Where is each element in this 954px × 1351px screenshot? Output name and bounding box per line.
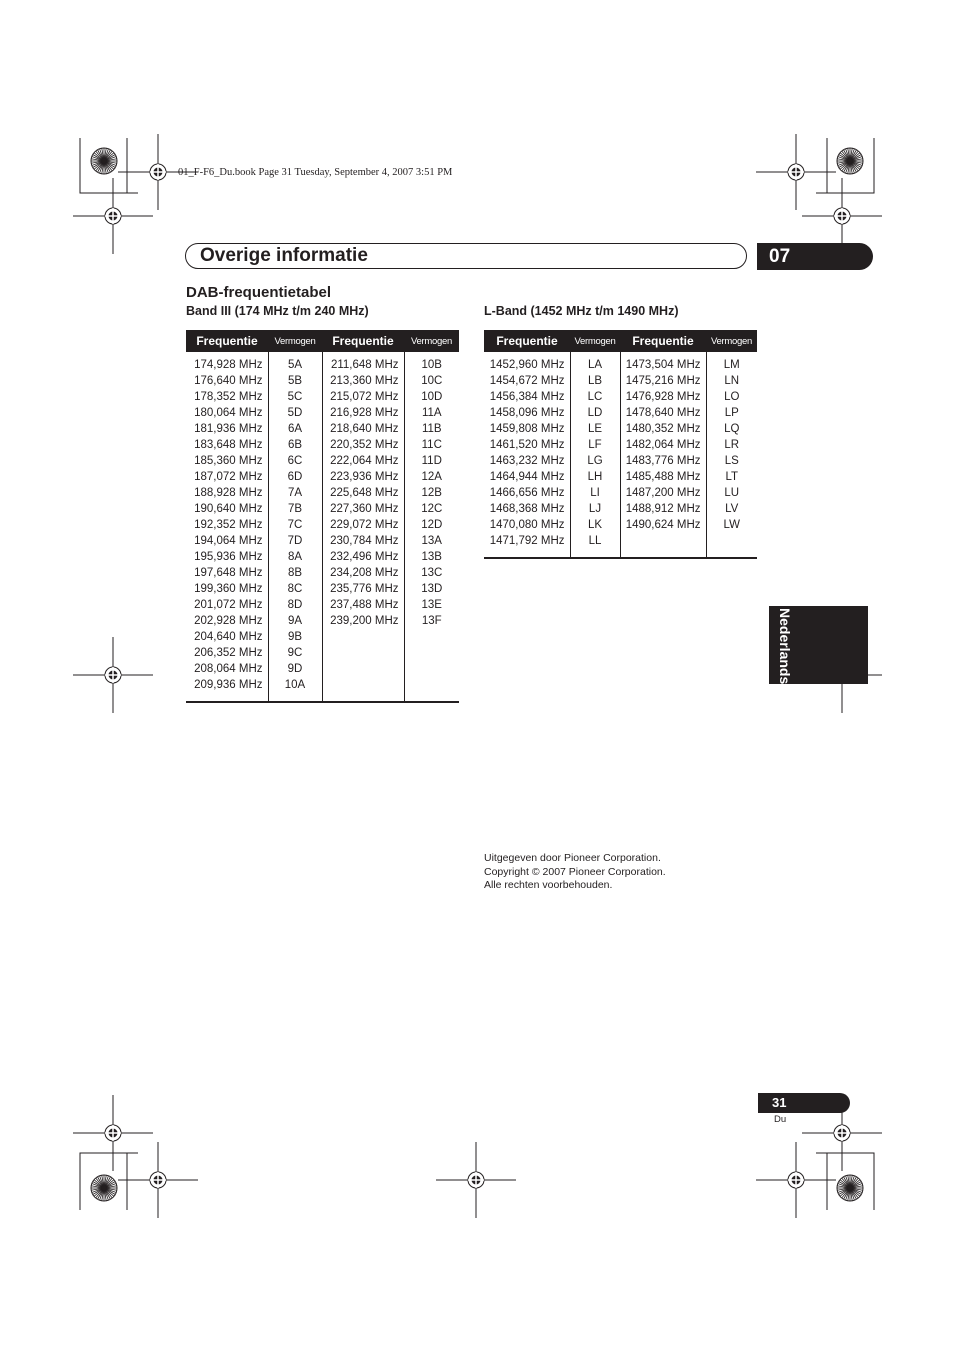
header-power: Vermogen — [706, 330, 757, 352]
table-row — [186, 405, 459, 421]
frequency-cell — [620, 533, 706, 558]
channel-cell: 5B — [268, 373, 322, 389]
table-row — [484, 517, 757, 533]
starburst-mark-icon — [837, 1175, 863, 1201]
channel-cell: LU — [706, 485, 757, 501]
table-row — [484, 437, 757, 453]
frequency-cell: 181,936 MHz — [194, 423, 263, 435]
frequency-cell: 176,640 MHz — [194, 375, 263, 387]
frequency-cell: 1478,640 MHz — [620, 405, 706, 421]
channel-cell: LC — [570, 389, 620, 405]
channel-cell: 13A — [404, 533, 459, 549]
table-row — [484, 405, 757, 421]
channel-cell: LS — [706, 453, 757, 469]
channel-cell: 7B — [268, 501, 322, 517]
channel-cell: LI — [570, 485, 620, 501]
channel-cell: LM — [706, 352, 757, 373]
frequency-cell: 194,064 MHz — [194, 535, 263, 547]
frequency-cell: 227,360 MHz — [322, 501, 404, 517]
registration-mark-icon — [436, 1142, 516, 1218]
channel-cell — [404, 677, 459, 702]
frequency-cell: 215,072 MHz — [322, 389, 404, 405]
frequency-cell: 192,352 MHz — [194, 519, 263, 531]
starburst-mark-icon — [91, 1175, 117, 1201]
channel-cell: 11B — [404, 421, 459, 437]
table-row — [484, 533, 757, 558]
channel-cell: LB — [570, 373, 620, 389]
frequency-cell: 1454,672 MHz — [489, 375, 565, 387]
table-row — [186, 661, 459, 677]
table-row — [186, 581, 459, 597]
frequency-cell: 213,360 MHz — [322, 373, 404, 389]
frequency-cell: 190,640 MHz — [194, 503, 263, 515]
frequency-cell: 202,928 MHz — [194, 615, 263, 627]
header-power: Vermogen — [570, 330, 620, 352]
starburst-mark-icon — [837, 148, 863, 174]
frequency-cell: 201,072 MHz — [194, 599, 263, 611]
frequency-cell: 1482,064 MHz — [620, 437, 706, 453]
frequency-cell: 223,936 MHz — [322, 469, 404, 485]
table-row — [484, 469, 757, 485]
channel-cell: LJ — [570, 501, 620, 517]
table-row — [484, 453, 757, 469]
channel-cell: 11D — [404, 453, 459, 469]
table-row — [186, 629, 459, 645]
channel-cell: 12A — [404, 469, 459, 485]
table-row — [186, 373, 459, 389]
channel-cell: LP — [706, 405, 757, 421]
frequency-cell: 222,064 MHz — [322, 453, 404, 469]
channel-cell: 13F — [404, 613, 459, 629]
channel-cell: 11A — [404, 405, 459, 421]
table-row — [186, 645, 459, 661]
table-row — [186, 453, 459, 469]
table-row — [484, 373, 757, 389]
footer-line: Copyright © 2007 Pioneer Corporation. — [484, 865, 666, 878]
footer-line: Uitgegeven door Pioneer Corporation. — [484, 852, 661, 864]
channel-cell: LN — [706, 373, 757, 389]
channel-cell — [404, 645, 459, 661]
frequency-cell: 211,648 MHz — [322, 352, 404, 373]
header-frequency: Frequentie — [484, 330, 570, 352]
frequency-cell: 1458,096 MHz — [489, 407, 565, 419]
frequency-cell: 230,784 MHz — [322, 533, 404, 549]
channel-cell: LT — [706, 469, 757, 485]
frequency-cell: 185,360 MHz — [194, 455, 263, 467]
book-info-line: 01_F-F6_Du.book Page 31 Tuesday, September 4, 2007 3:51 PM — [178, 167, 453, 178]
table-row — [186, 549, 459, 565]
frequency-cell: 197,648 MHz — [194, 567, 263, 579]
channel-cell: 12D — [404, 517, 459, 533]
frequency-cell: 1463,232 MHz — [489, 455, 565, 467]
channel-cell — [404, 629, 459, 645]
frequency-cell: 225,648 MHz — [322, 485, 404, 501]
channel-cell: LH — [570, 469, 620, 485]
page-number: 31 — [758, 1093, 850, 1113]
frequency-cell: 180,064 MHz — [194, 407, 263, 419]
lband-title: L-Band (1452 MHz t/m 1490 MHz) — [484, 304, 679, 318]
table-row — [186, 597, 459, 613]
starburst-mark-icon — [91, 148, 117, 174]
page-language: Du — [774, 1114, 787, 1125]
frequency-cell: 216,928 MHz — [322, 405, 404, 421]
channel-cell: 11C — [404, 437, 459, 453]
channel-cell: 10B — [404, 352, 459, 373]
header-frequency: Frequentie — [620, 330, 706, 352]
frequency-cell: 206,352 MHz — [194, 647, 263, 659]
channel-cell: 9C — [268, 645, 322, 661]
channel-cell: 10C — [404, 373, 459, 389]
channel-cell: 10A — [268, 677, 322, 702]
registration-mark-icon — [756, 134, 836, 210]
frequency-cell: 218,640 MHz — [322, 421, 404, 437]
frequency-cell: 1456,384 MHz — [489, 391, 565, 403]
channel-cell — [706, 533, 757, 558]
channel-cell: 7C — [268, 517, 322, 533]
channel-cell: 8D — [268, 597, 322, 613]
table-row — [186, 469, 459, 485]
header-frequency: Frequentie — [186, 330, 268, 352]
frequency-cell: 209,936 MHz — [186, 677, 268, 702]
channel-cell: LL — [570, 533, 620, 558]
table-row — [186, 565, 459, 581]
channel-cell: 13E — [404, 597, 459, 613]
frequency-cell: 204,640 MHz — [194, 631, 263, 643]
channel-cell: 6A — [268, 421, 322, 437]
table-row — [484, 501, 757, 517]
table-row — [186, 677, 459, 702]
frequency-cell: 1490,624 MHz — [620, 517, 706, 533]
frequency-cell: 235,776 MHz — [322, 581, 404, 597]
table-row — [484, 421, 757, 437]
language-label: Nederlands — [777, 608, 793, 685]
channel-cell: 13B — [404, 549, 459, 565]
channel-cell: 7D — [268, 533, 322, 549]
channel-cell: 13C — [404, 565, 459, 581]
channel-cell: 9A — [268, 613, 322, 629]
header-power: Vermogen — [404, 330, 459, 352]
frequency-cell: 234,208 MHz — [322, 565, 404, 581]
frequency-cell: 237,488 MHz — [322, 597, 404, 613]
channel-cell: LV — [706, 501, 757, 517]
channel-cell: LO — [706, 389, 757, 405]
frequency-cell: 208,064 MHz — [194, 663, 263, 675]
frequency-cell: 1483,776 MHz — [620, 453, 706, 469]
frequency-cell — [322, 661, 404, 677]
table-row — [186, 501, 459, 517]
frequency-cell: 1452,960 MHz — [489, 359, 565, 371]
table-row — [186, 613, 459, 629]
frequency-cell: 174,928 MHz — [194, 359, 263, 371]
channel-cell: LQ — [706, 421, 757, 437]
channel-cell: 8A — [268, 549, 322, 565]
header-power: Vermogen — [268, 330, 322, 352]
table-row — [186, 421, 459, 437]
frequency-cell: 178,352 MHz — [194, 391, 263, 403]
frequency-cell: 1468,368 MHz — [489, 503, 565, 515]
channel-cell: LA — [570, 352, 620, 373]
channel-cell: LD — [570, 405, 620, 421]
frequency-cell: 1464,944 MHz — [489, 471, 565, 483]
frequency-cell — [322, 629, 404, 645]
chapter-number: 07 — [757, 243, 873, 270]
table-row — [186, 437, 459, 453]
frequency-cell: 1471,792 MHz — [484, 533, 570, 558]
table-row — [186, 352, 459, 373]
channel-cell: LK — [570, 517, 620, 533]
frequency-cell: 199,360 MHz — [194, 583, 263, 595]
header-frequency: Frequentie — [322, 330, 404, 352]
table-row — [186, 389, 459, 405]
table-row — [186, 533, 459, 549]
table-row — [186, 485, 459, 501]
section-title: DAB-frequentietabel — [186, 284, 332, 301]
frequency-cell: 1487,200 MHz — [620, 485, 706, 501]
registration-mark-icon — [73, 637, 153, 713]
frequency-cell: 195,936 MHz — [194, 551, 263, 563]
frequency-cell: 1485,488 MHz — [620, 469, 706, 485]
frequency-cell: 1488,912 MHz — [620, 501, 706, 517]
lband-table — [484, 330, 757, 559]
frequency-cell: 1473,504 MHz — [620, 352, 706, 373]
channel-cell: 13D — [404, 581, 459, 597]
channel-cell: LR — [706, 437, 757, 453]
table-row — [484, 352, 757, 373]
channel-cell: 10D — [404, 389, 459, 405]
frequency-cell — [322, 645, 404, 661]
channel-cell: LW — [706, 517, 757, 533]
channel-cell: 8C — [268, 581, 322, 597]
frequency-cell: 187,072 MHz — [194, 471, 263, 483]
publisher-footer — [484, 852, 666, 893]
frequency-cell: 220,352 MHz — [322, 437, 404, 453]
frequency-cell: 1459,808 MHz — [489, 423, 565, 435]
channel-cell — [404, 661, 459, 677]
frequency-cell: 1461,520 MHz — [489, 439, 565, 451]
channel-cell: 9D — [268, 661, 322, 677]
channel-cell: LG — [570, 453, 620, 469]
channel-cell: 5C — [268, 389, 322, 405]
channel-cell: 7A — [268, 485, 322, 501]
table-row — [186, 517, 459, 533]
channel-cell: 5A — [268, 352, 322, 373]
frequency-cell: 1475,216 MHz — [620, 373, 706, 389]
frequency-cell: 188,928 MHz — [194, 487, 263, 499]
frequency-cell: 183,648 MHz — [194, 439, 263, 451]
channel-cell: 6B — [268, 437, 322, 453]
frequency-cell: 229,072 MHz — [322, 517, 404, 533]
band3-title: Band III (174 MHz t/m 240 MHz) — [186, 304, 369, 318]
table-row — [484, 485, 757, 501]
frequency-cell: 1480,352 MHz — [620, 421, 706, 437]
frequency-cell: 1470,080 MHz — [489, 519, 565, 531]
frequency-cell: 232,496 MHz — [322, 549, 404, 565]
band3-table — [186, 330, 459, 703]
frequency-cell — [322, 677, 404, 702]
channel-cell: LE — [570, 421, 620, 437]
frequency-cell: 239,200 MHz — [322, 613, 404, 629]
channel-cell: 12B — [404, 485, 459, 501]
channel-cell: LF — [570, 437, 620, 453]
channel-cell: 12C — [404, 501, 459, 517]
channel-cell: 8B — [268, 565, 322, 581]
channel-cell: 6C — [268, 453, 322, 469]
frequency-cell: 1476,928 MHz — [620, 389, 706, 405]
channel-cell: 6D — [268, 469, 322, 485]
table-row — [484, 389, 757, 405]
chapter-title: Overige informatie — [200, 245, 368, 266]
channel-cell: 5D — [268, 405, 322, 421]
frequency-cell: 1466,656 MHz — [489, 487, 565, 499]
registration-mark-icon — [73, 178, 153, 254]
registration-mark-icon — [73, 1095, 153, 1171]
footer-line: Alle rechten voorbehouden. — [484, 879, 613, 891]
channel-cell: 9B — [268, 629, 322, 645]
